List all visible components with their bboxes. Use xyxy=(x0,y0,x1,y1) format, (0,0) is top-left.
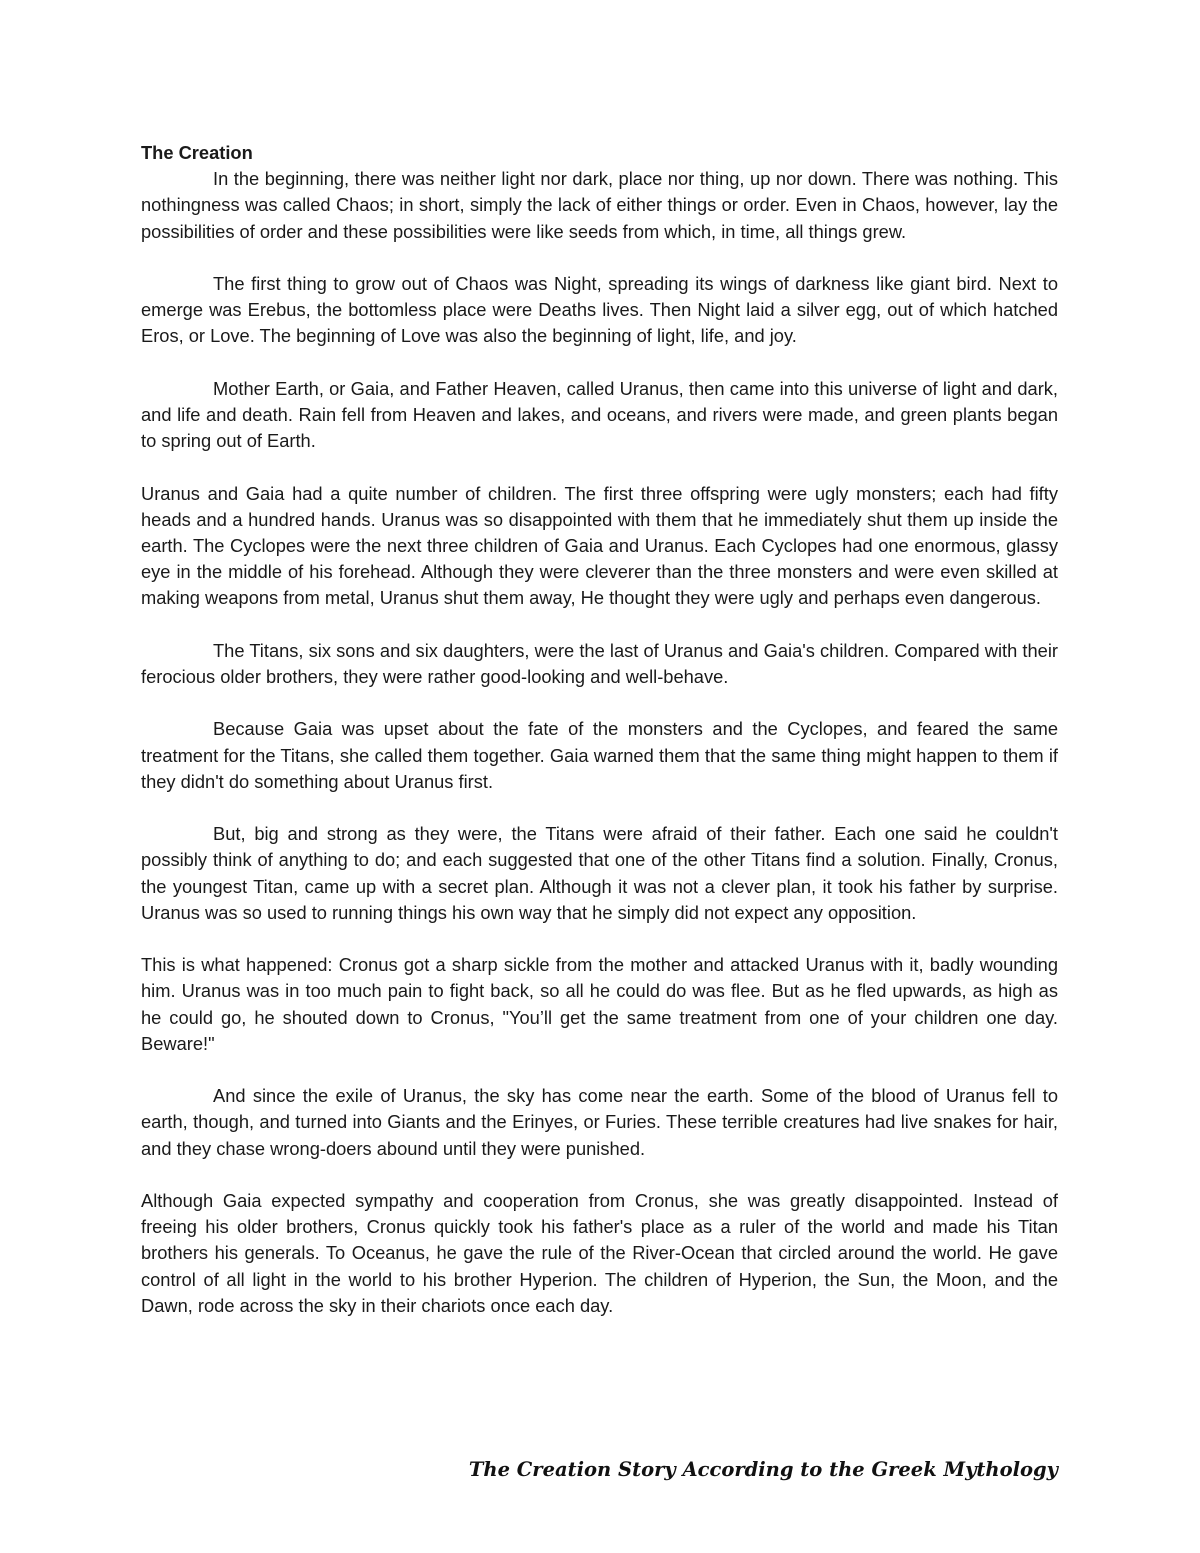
paragraph-4: Uranus and Gaia had a quite number of children. The first three offspring were ugly monsters; each had fifty heads and a hundred hands. Uranus was so disappointed with them that he immediately shut them up inside the earth. The Cyclopes were the next three children of Gaia and Uranus. Each Cyclopes had one enormous, glassy eye in the middle of his forehead. Although they were cleverer than the three monsters and were even skilled at making weapons from metal, Uranus shut them away, He thought they were ugly and perhaps even dangerous. xyxy=(141,482,1058,609)
paragraph-3: Mother Earth, or Gaia, and Father Heaven, called Uranus, then came into this universe of light and dark, and life and death. Rain fell from Heaven and lakes, and oceans, and rivers were made, and green plants began to spring out of Earth. xyxy=(141,377,1058,452)
document-body xyxy=(141,140,1058,1345)
paragraph-6: Because Gaia was upset about the fate of the monsters and the Cyclopes, and feared the same treatment for the Titans, she called them together. Gaia warned them that the same thing might happen to them if they didn't do something about Uranus first. xyxy=(141,718,1058,792)
footer-title: The Creation Story According to the Greek Mythology xyxy=(468,1458,1058,1481)
section-title: The Creation xyxy=(141,142,253,163)
paragraph-1: In the beginning, there was neither light nor dark, place nor thing, up nor down. There was nothing. This nothingness was called Chaos; in short, simply the lack of either things or order. Even in Chaos, however, lay the possibilities of order and these possibilities were like seeds from which, in time, all things grew. xyxy=(141,168,1058,242)
paragraph-10: Although Gaia expected sympathy and cooperation from Cronus, she was greatly disappointed. Instead of freeing his older brothers, Cronus quickly took his father's place as a ruler of the world and made his Titan brothers his generals. To Oceanus, he gave the rule of the River-Ocean that circled around the world. He gave control of all light in the world to his brother Hyperion. The children of Hyperion, the Sun, the Moon, and the Dawn, rode across the sky in their chariots once each day. xyxy=(141,1189,1058,1316)
paragraph-2: The first thing to grow out of Chaos was Night, spreading its wings of darkness like giant bird. Next to emerge was Erebus, the bottomless place were Deaths lives. Then Night laid a silver egg, out of which hatched Eros, or Love. The beginning of Love was also the beginning of light, life, and joy. xyxy=(141,273,1058,347)
paragraph-8: This is what happened: Cronus got a sharp sickle from the mother and attacked Uranus with it, badly wounding him. Uranus was in too much pain to fight back, so all he could do was flee. But as he fled upwards, as high as he could go, he shouted down to Cronus, "You’ll get the same treatment from one of your children one day. Beware!" xyxy=(141,954,1058,1054)
paragraph-9: And since the exile of Uranus, the sky has come near the earth. Some of the blood of Uranus fell to earth, though, and turned into Giants and the Erinyes, or Furies. These terrible creatures had live snakes for hair, and they chase wrong-doers abound until they were punished. xyxy=(141,1085,1058,1159)
paragraph-5: The Titans, six sons and six daughters, were the last of Uranus and Gaia's children. Compared with their ferocious older brothers, they were rather good-looking and well-behave. xyxy=(141,639,1058,687)
paragraph-7: But, big and strong as they were, the Titans were afraid of their father. Each one said he couldn't possibly think of anything to do; and each suggested that one of the other Titans find a solution. Finally, Cronus, the youngest Titan, came up with a secret plan. Although it was not a clever plan, it took his father by surprise. Uranus was so used to running things his own way that he simply did not expect any opposition. xyxy=(141,823,1058,923)
